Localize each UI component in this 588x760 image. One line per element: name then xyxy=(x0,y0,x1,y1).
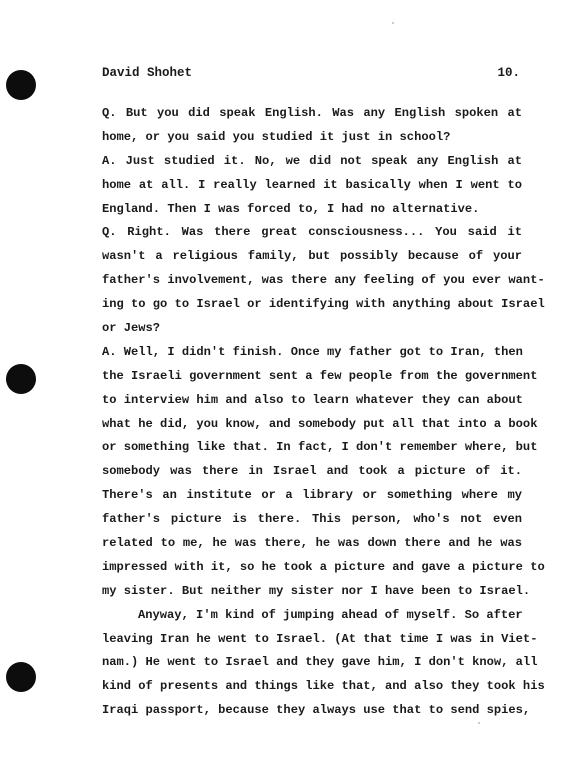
transcript-line: the Israeli government sent a few people from the government xyxy=(102,368,538,383)
transcript-line: father's picture is there. This person, who's not even xyxy=(102,512,522,527)
punch-hole-bottom xyxy=(6,662,36,692)
transcript-line: ing to go to Israel or identifying with anything about Israel xyxy=(102,297,545,312)
page-number: 10. xyxy=(497,66,520,80)
scan-speck xyxy=(392,22,394,24)
transcript-line: Iraqi passport, because they always use that to send spies, xyxy=(102,703,531,718)
interviewee-name: David Shohet xyxy=(102,66,193,80)
punch-hole-middle xyxy=(6,364,36,394)
transcript-line: There's an institute or a library or something where my xyxy=(102,488,522,503)
transcript-line: leaving Iran he went to Israel. (At that time I was in Viet- xyxy=(102,631,538,646)
transcript-line: related to me, he was there, he was down there and he was xyxy=(102,536,522,551)
transcript-line: A. Just studied it. No, we did not speak any English at xyxy=(102,153,522,168)
transcript-line: home at all. I really learned it basically when I went to xyxy=(102,177,522,192)
transcript-line: Q. Right. Was there great consciousness... You said it xyxy=(102,225,522,240)
transcript-line: or something like that. In fact, I don't remember where, but xyxy=(102,440,538,455)
transcript-line: Anyway, I'm kind of jumping ahead of myself. So after xyxy=(138,607,523,622)
transcript-line: home, or you said you studied it just in school? xyxy=(102,129,451,144)
transcript-body xyxy=(102,104,545,725)
transcript-line: Q. But you did speak English. Was any English spoken at xyxy=(102,106,522,120)
transcript-line: what he did, you know, and somebody put all that into a book xyxy=(102,416,538,431)
transcript-line: wasn't a religious family, but possibly because of your xyxy=(102,249,522,264)
transcript-line: nam.) He went to Israel and they gave him, I don't know, all xyxy=(102,655,538,670)
transcript-line: impressed with it, so he took a picture and gave a picture to xyxy=(102,559,545,574)
transcript-line: England. Then I was forced to, I had no alternative. xyxy=(102,201,480,216)
transcript-line: father's involvement, was there any feeling of you ever want- xyxy=(102,273,545,288)
transcript-line: to interview him and also to learn whatever they can about xyxy=(102,392,523,407)
transcript-line: somebody was there in Israel and took a picture of it. xyxy=(102,464,522,479)
page-header xyxy=(102,64,520,82)
transcript-line: A. Well, I didn't finish. Once my father got to Iran, then xyxy=(102,344,523,359)
punch-hole-top xyxy=(6,70,36,100)
transcript-line: kind of presents and things like that, and also they took his xyxy=(102,679,545,694)
transcript-line: my sister. But neither my sister nor I have been to Israel. xyxy=(102,583,531,598)
transcript-line: or Jews? xyxy=(102,321,161,336)
